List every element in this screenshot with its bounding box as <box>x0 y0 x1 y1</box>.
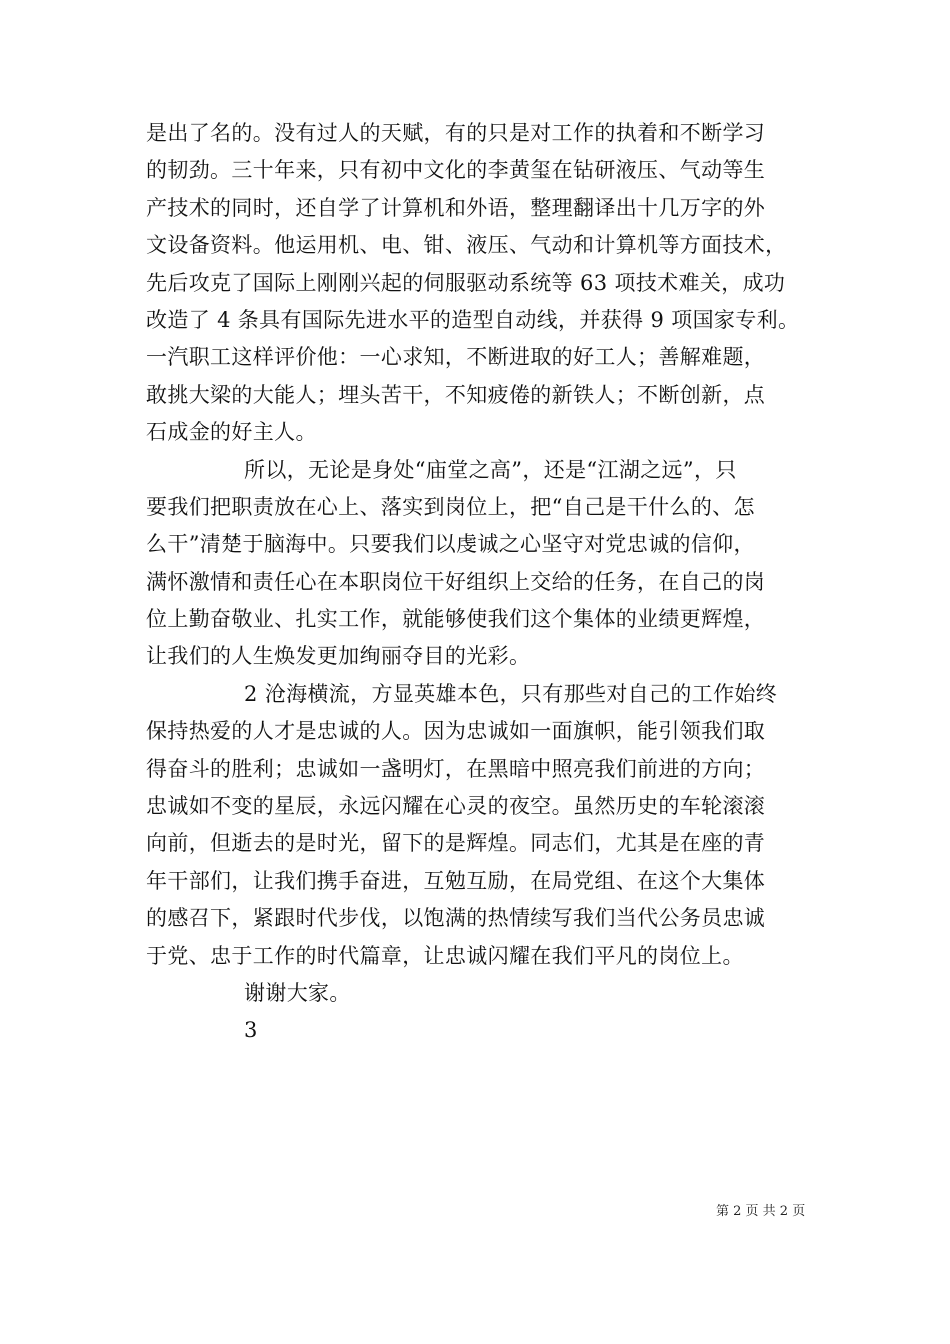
text-line: 要我们把职责放在心上、落实到岗位上，把“自己是干什么的、怎 <box>146 494 755 519</box>
text-line: 一汽职工这样评价他：一心求知，不断进取的好工人；善解难题， <box>146 345 766 370</box>
text-line: 满怀激情和责任心在本职岗位干好组织上交给的任务，在自己的岗 <box>146 569 766 594</box>
text-line: 年干部们，让我们携手奋进，互勉互励，在局党组、在这个大集体 <box>146 868 766 893</box>
text-line: 位上勤奋敬业、扎实工作，就能够使我们这个集体的业绩更辉煌， <box>146 607 766 632</box>
text-line: 让我们的人生焕发更加绚丽夺目的光彩。 <box>146 644 531 669</box>
text-line: 敢挑大梁的大能人；埋头苦干，不知疲倦的新铁人；不断创新，点 <box>146 382 766 407</box>
paragraph-start-line: 所以，无论是身处“庙堂之高”，还是“江湖之远”，只 <box>244 457 737 482</box>
body-text <box>146 115 816 1050</box>
text-line: 文设备资料。他运用机、电、钳、液压、气动和计算机等方面技术， <box>146 233 787 258</box>
text-line: 向前，但逝去的是时光，留下的是辉煌。同志们，尤其是在座的青 <box>146 831 766 856</box>
text-line: 的韧劲。三十年来，只有初中文化的李黄玺在钻研液压、气动等生 <box>146 158 766 183</box>
text-line: 忠诚如不变的星辰，永远闪耀在心灵的夜空。虽然历史的车轮滚滚 <box>146 794 766 819</box>
text-line: 产技术的同时，还自学了计算机和外语，整理翻译出十几万字的外 <box>146 195 766 220</box>
text-line: 的感召下，紧跟时代步伐，以饱满的热情续写我们当代公务员忠诚 <box>146 906 766 931</box>
text-line: 是出了名的。没有过人的天赋，有的只是对工作的执着和不断学习 <box>146 121 766 145</box>
text-line: 石成金的好主人。 <box>146 420 317 445</box>
text-line: 于党、忠于工作的时代篇章，让忠诚闪耀在我们平凡的岗位上。 <box>146 943 744 968</box>
text-line: 保持热爱的人才是忠诚的人。因为忠诚如一面旗帜，能引领我们取 <box>146 719 766 744</box>
section-number: 3 <box>244 1018 258 1043</box>
paragraph-start-line: 2 沧海横流，方显英雄本色，只有那些对自己的工作始终 <box>244 681 778 706</box>
text-line: 么干”清楚于脑海中。只要我们以虔诚之心坚守对党忠诚的信仰， <box>146 532 755 557</box>
text-line: 得奋斗的胜利；忠诚如一盏明灯，在黑暗中照亮我们前进的方向； <box>146 756 766 781</box>
text-line: 改造了 4 条具有国际先进水平的造型自动线，并获得 9 项国家专利。 <box>146 307 800 332</box>
text-line: 先后攻克了国际上刚刚兴起的伺服驱动系统等 63 项技术难关，成功 <box>146 270 786 295</box>
closing-line: 谢谢大家。 <box>244 980 351 1005</box>
page-footer: 第 2 页 共 2 页 <box>716 1204 806 1219</box>
